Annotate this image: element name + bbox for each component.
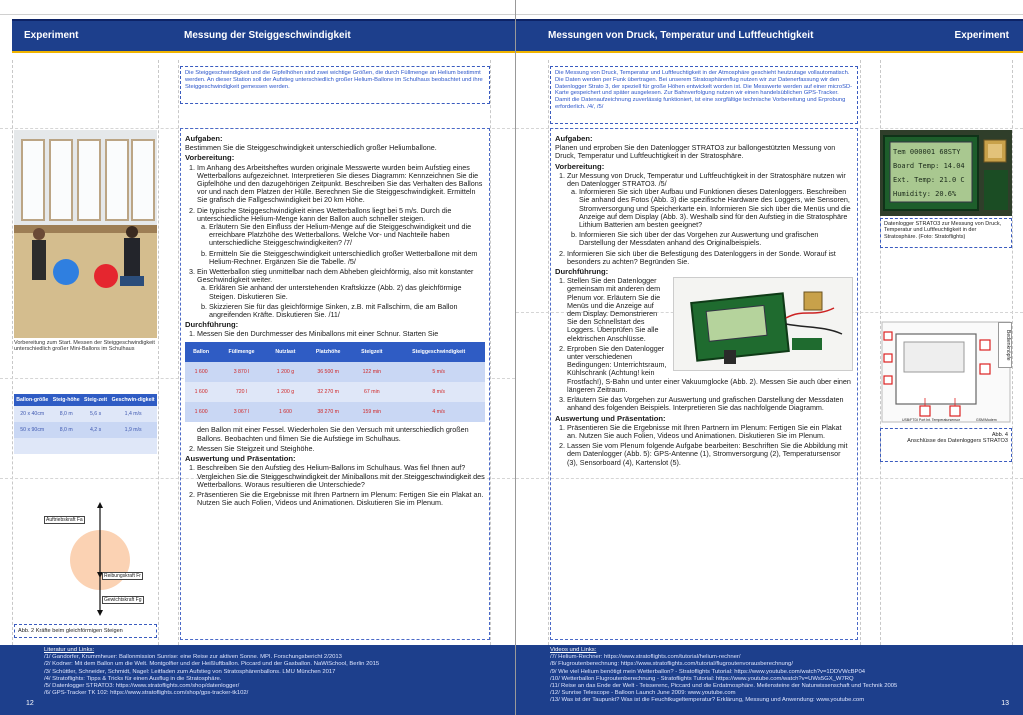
list-item-text: Die typische Steiggeschwindigkeit eines Wetterballons liegt bei 5 m/s. Durch die unterschiedliche Helium-Menge kann der Ballon auch schneller steigen. bbox=[197, 205, 452, 223]
durchfuehrung-list bbox=[185, 330, 485, 338]
list-item: 1. Beschreiben Sie den Aufstieg des Helium-Ballons im Schulhaus. Was fiel Ihnen auf? Vergleichen Sie die Steiggeschwindigkeit der Miniballons mit der Steiggeschwindigkeit des Wetterballons. Woraus resultieren die Unterschiede? bbox=[197, 464, 485, 489]
sub-list bbox=[567, 188, 853, 247]
right-footer bbox=[516, 645, 1023, 715]
left-page-number: 12 bbox=[26, 700, 34, 707]
table-cell: 8,0 m bbox=[51, 422, 82, 438]
table-row bbox=[14, 406, 157, 422]
force-label-reibung: Reibungskraft Fr bbox=[104, 573, 141, 579]
small-table-header: Steig-höhe bbox=[51, 394, 82, 406]
lcd-line-2: Board Temp: 14.04 bbox=[893, 162, 965, 170]
small-table-header: Steig-zeit bbox=[82, 394, 109, 406]
right-page bbox=[516, 0, 1023, 715]
big-table-header: Füllmenge bbox=[217, 342, 266, 362]
top-band bbox=[0, 0, 515, 15]
vorbereitung-heading: Vorbereitung: bbox=[185, 153, 235, 163]
table-cell: 1 200 g bbox=[266, 382, 305, 402]
auswertung-heading: Auswertung und Präsentation: bbox=[555, 413, 666, 423]
footer-line: /11/ Reise an das Ende der Welt - Teisserenc, Piccard und die Erdatmosphäre. Meilensteine der Naturwissenschaft und Technik 2005 bbox=[550, 683, 898, 690]
footer-line: /13/ Was ist der Taupunkt? Was ist die Feuchtkugeltemperatur? Erklärung, Messung und Anwendung: www.youtube.com bbox=[550, 697, 865, 704]
table-cell: 67 min bbox=[351, 382, 392, 402]
connections-diagram bbox=[880, 320, 1012, 424]
diagram-caption: Anschlüsse des Datenloggers STRATO3 bbox=[907, 438, 1008, 445]
auswertung-heading: Auswertung und Präsentation: bbox=[185, 454, 296, 464]
left-page-title: Messung der Steiggeschwindigkeit bbox=[184, 30, 351, 41]
table-row bbox=[185, 382, 485, 402]
circuit-photo bbox=[673, 277, 853, 371]
aufgaben-heading: Aufgaben: bbox=[555, 134, 593, 143]
small-table-header: Ballon-größe bbox=[14, 394, 51, 406]
table-cell: 720 l bbox=[217, 382, 266, 402]
table-cell: 1 600 bbox=[266, 402, 305, 422]
circuit-photo-image bbox=[674, 278, 852, 370]
small-table-wrap bbox=[14, 394, 157, 454]
table-cell: 50 x 90cm bbox=[14, 422, 51, 438]
footer-line: /5/ Datenlogger STRATO3: https://www.stratoflights.com/shop/datenlogger/ bbox=[44, 683, 240, 690]
footer-line: /12/ Sunrise Telescope - Balloon Launch June 2009: www.youtube.com bbox=[550, 690, 736, 697]
list-item: a. Erklären Sie anhand der unterstehenden Kraftskizze (Abb. 2) das gleichförmige Steigen. Diskutieren Sie. bbox=[209, 284, 485, 300]
list-item: b. Ermitteln Sie die Steiggeschwindigkeit unterschiedlich großer Wetterballone mit dem Helium-Rechner. Ergänzen Sie die Tabelle. /5/ bbox=[209, 250, 485, 266]
table-cell: 3 067 l bbox=[217, 402, 266, 422]
table-cell: 1 600 bbox=[185, 402, 217, 422]
big-table-header: Steigzeit bbox=[351, 342, 392, 362]
right-section-label: Experiment bbox=[954, 30, 1009, 41]
big-table-header: Nutzlast bbox=[266, 342, 305, 362]
table-cell: 36 500 m bbox=[305, 362, 351, 382]
datalogger-caption-box bbox=[880, 218, 1012, 248]
footer-line: /10/ Wetterballon Flugroutenberechnung - Stratoflights Tutorial: https://www.youtube.com/watch?v=UWs5GX_W7RQ bbox=[550, 675, 854, 682]
table-cell: 5 m/s bbox=[392, 362, 485, 382]
weather-balloon-table bbox=[185, 342, 485, 423]
balloon-photo-image bbox=[14, 130, 157, 338]
left-intro-text: Die Steiggeschwindigkeit und die Gipfelhöhen sind zwei wichtige Größen, die durch Füllmenge an Helium bestimmt werden. An dieser Station soll der Aufstieg unterschiedlich großer Helium-Ballone im Schulhaus beobachtet und ihre Steiggeschwindigkeit gemessen werden. bbox=[185, 70, 483, 90]
datalogger-caption: Datenlogger STRATO3 zur Messung von Druck, Temperatur und Luftfeuchtigkeit in der Stratosphäre. (Foto: Stratoflights) bbox=[884, 221, 1002, 240]
right-page-title: Messungen von Druck, Temperatur und Luftfeuchtigkeit bbox=[548, 30, 814, 41]
durchfuehrung-heading: Durchführung: bbox=[185, 320, 239, 330]
datalogger-photo bbox=[880, 130, 1012, 216]
list-item bbox=[197, 207, 485, 266]
lcd-line-4: Humidity: 20.6% bbox=[893, 190, 957, 198]
left-footer-links bbox=[44, 647, 504, 697]
table-cell: 1 600 bbox=[185, 362, 217, 382]
list-item: a. Informieren Sie sich über Aufbau und Funktionen dieses Datenloggers. Beschreiben Sie anhand des Fotos (Abb. 3) die spezifische Hardware des Loggers, wie Sensoren, Stromversorgung und Speicherkarte ein. Informieren Sie sich über die Menüs und die Anzeige auf dem Display (Abb. 3). Weshalb sind für den Aufstieg in die Stratosphäre Lithium Batterien am besten geeignet? bbox=[579, 188, 853, 229]
table-row bbox=[14, 438, 157, 454]
table-cell: 8,0 m bbox=[51, 406, 82, 422]
table-cell: 159 min bbox=[351, 402, 392, 422]
figure-caption: Abb. 2 Kräfte beim gleichförmigen Steigen bbox=[18, 628, 123, 634]
diagram-label-gsm: GSM/Modem bbox=[976, 418, 997, 422]
footer-line: /3/ Schüttler, Schneider, Schmidt, Nagel: Leitfaden zum Aufstieg von Stratosphärenballons. LMU München 2017 bbox=[44, 668, 336, 675]
small-table-header: Geschwin-digkeit bbox=[109, 394, 157, 406]
left-header bbox=[12, 19, 515, 53]
vorbereitung-list bbox=[555, 172, 853, 266]
small-balloon-table bbox=[14, 394, 157, 454]
force-label-auftrieb: Auftriebskraft Fa bbox=[46, 517, 83, 523]
footer-line: /8/ Flugroutenberechnung: https://www.stratoflights.com/tutorial/flugroutenvorausberechnung/ bbox=[550, 661, 793, 668]
list-item: 2. Präsentieren Sie die Ergebnisse mit Ihren Partnern im Plenum: Fertigen Sie ein Plakat an. Nutzen Sie auch Folien, Videos und Animationen. Diskutieren Sie im Plenum. bbox=[197, 491, 485, 507]
datalogger-photo-image bbox=[880, 130, 1012, 216]
sub-list bbox=[197, 223, 485, 266]
list-item-text: Ein Wetterballon stieg unmittelbar nach dem Abheben gleichförmig, also mit konstanter Geschwindigkeit weiter. bbox=[197, 267, 474, 285]
left-intro-box bbox=[180, 66, 490, 104]
table-cell: 4 m/s bbox=[392, 402, 485, 422]
diagram-label-usb: USB/FTDI Port bbox=[902, 418, 926, 422]
list-item: 1. Messen Sie den Durchmesser des Miniballons mit einer Schnur. Starten Sie bbox=[197, 330, 485, 338]
footer-line: /7/ Helium-Rechner: https://www.stratoflights.com/tutorial/helium-rechner/ bbox=[550, 654, 741, 661]
top-band bbox=[516, 0, 1023, 15]
table-cell: 1 600 bbox=[185, 382, 217, 402]
forces-diagram bbox=[14, 500, 157, 620]
right-page-number: 13 bbox=[1001, 700, 1009, 707]
right-intro-box bbox=[550, 66, 858, 124]
table-cell: 32 270 m bbox=[305, 382, 351, 402]
big-table-header: Ballon bbox=[185, 342, 217, 362]
sub-list bbox=[197, 284, 485, 319]
list-item: 2. Informieren Sie sich über die Befestigung des Datenloggers in der Sonde. Worauf ist besonders zu achten? Begründen Sie. bbox=[567, 250, 853, 266]
table-cell: 38 270 m bbox=[305, 402, 351, 422]
right-main-box bbox=[550, 128, 858, 640]
list-item bbox=[197, 268, 485, 319]
footer-line: /6/ GPS-Tracker TK 102: https://www.stratoflights.com/shop/gps-tracker-tk102/ bbox=[44, 690, 249, 697]
list-item: 2. Erproben Sie den Datenlogger unter verschiedenen Bedingungen: Unterrichtsraum, Kühlschrank (Achtung! kein Frostfach!), S-Bahn und unter einer Vakuumglocke (Abb. 2). Messen Sie auch über einen längeren Zeitraum. bbox=[567, 345, 853, 394]
left-footer bbox=[0, 645, 515, 715]
footer-line: /4/ Stratoflights: Tipps & Tricks für einen Ausflug in die Stratosphäre. bbox=[44, 675, 222, 682]
list-item: 2. Messen Sie Steigzeit und Steighöhe. bbox=[197, 445, 485, 453]
footer-title: Videos und Links: bbox=[550, 647, 597, 653]
diagram-label-temp: Int. Temperatursensor bbox=[926, 418, 960, 422]
list-item: a. Erläutern Sie den Einfluss der Helium-Menge auf die Steiggeschwindigkeit und die erreichbare Platzhöhe des Wetterballons. Welche Vor- und Nachteile haben unterschiedliche Steiggeschwindigkeiten? /7/ bbox=[209, 223, 485, 248]
list-item: b. Skizzieren Sie für das gleichförmige Sinken, z.B. mit Fallschirm, die am Ballon angreifenden Kräfte. Diskutieren Sie. /11/ bbox=[209, 303, 485, 319]
right-header bbox=[516, 19, 1023, 53]
list-item: 1. Stellen Sie den Datenlogger gemeinsam mit anderen dem Plenum vor. Erläutern Sie die Menüs und die Anzeige auf dem Display. Demonstrieren Sie den Schnellstart des Loggers. Überprüfen Sie alle elektrischen Anschlüsse. bbox=[567, 277, 853, 343]
list-item-text: Zur Messung von Druck, Temperatur und Luftfeuchtigkeit in der Stratosphäre nutzen wir den Datenlogger STRATO3. /5/ bbox=[567, 170, 846, 189]
footer-line: /2/ Kodner: Mit dem Ballon um die Welt. Montgolfier und der Heißluftballon. Piccard und der Gasballon. NaWiSchool, Berlin 2015 bbox=[44, 661, 380, 668]
table-cell: 1,9 m/s bbox=[109, 422, 157, 438]
footer-line: /1/ Gandorfer, Krummheuer: Ballonmission Sunrise: eine Reise zur aktiven Sonne. MPI. Forschungsbericht 2/2013 bbox=[44, 654, 342, 661]
big-table-header: Platzhöhe bbox=[305, 342, 351, 362]
connections-diagram-svg bbox=[880, 320, 1012, 424]
table-cell: 4,2 s bbox=[82, 422, 109, 438]
lcd-line-3: Ext. Temp: 21.0 C bbox=[893, 176, 965, 184]
auswertung-list bbox=[555, 424, 853, 467]
vorbereitung-heading: Vorbereitung: bbox=[555, 161, 605, 171]
footer-title: Literatur und Links: bbox=[44, 647, 95, 653]
force-label-gewicht: Gewichtskraft Fg bbox=[104, 597, 142, 603]
list-item: 1. Im Anhang des Arbeitsheftes wurden originale Messwerte wurden beim Aufstieg eines Wetterballons aufgezeichnet. Interpretieren Sie dieses Diagramm: Kennzeichnen Sie die Gipfelhöhe und den dazugehörigen Zeitpunkt. Beschreiben Sie das Verhalten des Ballons vor und nach dem Platzen der Hülle. Berechnen Sie die Steiggeschwindigkeit. Ermitteln Sie grafisch die Fallgeschwindigkeit bei 20 km Höhe. bbox=[197, 164, 485, 205]
table-cell: 5,6 s bbox=[82, 406, 109, 422]
big-table-header: Steiggeschwindigkeit bbox=[392, 342, 485, 362]
vorbereitung-list bbox=[185, 164, 485, 320]
diagram-caption-abb: Abb. 4 bbox=[991, 432, 1008, 438]
table-row bbox=[185, 362, 485, 382]
diagram-label-side: Bedienknöpfe bbox=[998, 322, 1012, 368]
table-cell: 122 min bbox=[351, 362, 392, 382]
footer-line: /9/ Wie viel Helium benötigt mein Wetterballon? - Stratoflights Tutorial: https://www.youtube.com/watch?v=1DDVWcBP04 bbox=[550, 668, 866, 675]
table-row bbox=[14, 422, 157, 438]
aufgaben-heading: Aufgaben: bbox=[185, 134, 223, 143]
left-main-box bbox=[180, 128, 490, 640]
table-cell: 3 870 l bbox=[217, 362, 266, 382]
table-cell: 1 200 g bbox=[266, 362, 305, 382]
table-cell: 20 x 40cm bbox=[14, 406, 51, 422]
list-item: 1. Präsentieren Sie die Ergebnisse mit Ihren Partnern im Plenum: Fertigen Sie ein Plakat an. Nutzen Sie auch Folien, Videos und Animationen. Diskutieren Sie im Plenum. bbox=[567, 424, 853, 440]
list-item: b. Informieren Sie sich über der das Vorgehen zur Auswertung und grafischen Darstellung der Messdaten anhand des Originalbeispiels. bbox=[579, 231, 853, 247]
aufgaben-text: Bestimmen Sie die Steiggeschwindigkeit unterschiedlich großer Heliumballone. bbox=[185, 143, 437, 153]
durchfuehrung-heading: Durchführung: bbox=[555, 267, 609, 277]
figure-caption-box bbox=[14, 624, 157, 638]
diagram-caption-box bbox=[880, 428, 1012, 462]
balloon-photo bbox=[14, 130, 157, 338]
right-intro-text: Die Messung von Druck, Temperatur und Luftfeuchtigkeit in der Atmosphäre geschieht heutzutage vollautomatisch. Die Daten werden per Funk übertragen. Bei unserem Stratosphärenflug nutzen wir zur Datenerfassung wir den Datenlogger Strato 3, der speziell für große Höhen entwickelt worden ist. Die Messwerte werden auf einer microSD-Karte gespeichert und später ausgelesen. Zur Bahnverfolgung nutzen wir einen handelsüblichen GPS-Tracker. Damit die Datenaufzeichnung zuverlässig funktioniert, ist eine sorgfältige technische Vorbereitung und Erprobung erforderlich. /4/, /5/ bbox=[555, 70, 853, 110]
table-row bbox=[185, 402, 485, 422]
list-item bbox=[567, 172, 853, 248]
durchfuehrung-continued: den Ballon mit einer Fessel. Wiederholen Sie den Versuch mit unterschiedlich großen Ballons. Beobachten und filmen Sie die Aufstiege im Schulhaus. bbox=[197, 425, 469, 443]
auswertung-list bbox=[185, 464, 485, 507]
photo-caption: Vorbereitung zum Start. Messen der Steiggeschwindigkeit unterschiedlich großer Mini-Ballons im Schulhaus bbox=[14, 340, 155, 353]
left-section-label: Experiment bbox=[24, 30, 79, 41]
right-footer-links bbox=[550, 647, 1010, 705]
list-item: 3. Erläutern Sie das Vorgehen zur Auswertung und grafischen Darstellung der Messdaten anhand des folgenden Beispiels. Interpretieren Sie das nachfolgende Diagramm. bbox=[567, 396, 853, 412]
aufgaben-text: Planen und erproben Sie den Datenlogger STRATO3 zur ballongestützten Messung von Druck, Temperatur und Luftfeuchtigkeit in der Stratosphäre. bbox=[555, 143, 836, 161]
list-item: 2. Lassen Sie vom Plenum folgende Aufgabe bearbeiten: Beschriften Sie die Abbildung mit dem Datenlogger (Abb. 5): GPS-Antenne (1), Stromversorgung (2), Temperatursensor (3), Sensorboard (4), Kartenslot (5). bbox=[567, 442, 853, 467]
table-cell: 8 m/s bbox=[392, 382, 485, 402]
durchfuehrung-list-2 bbox=[185, 445, 485, 453]
table-cell: 1,4 m/s bbox=[109, 406, 157, 422]
lcd-line-1: Tem 000001 68STY bbox=[893, 148, 961, 156]
